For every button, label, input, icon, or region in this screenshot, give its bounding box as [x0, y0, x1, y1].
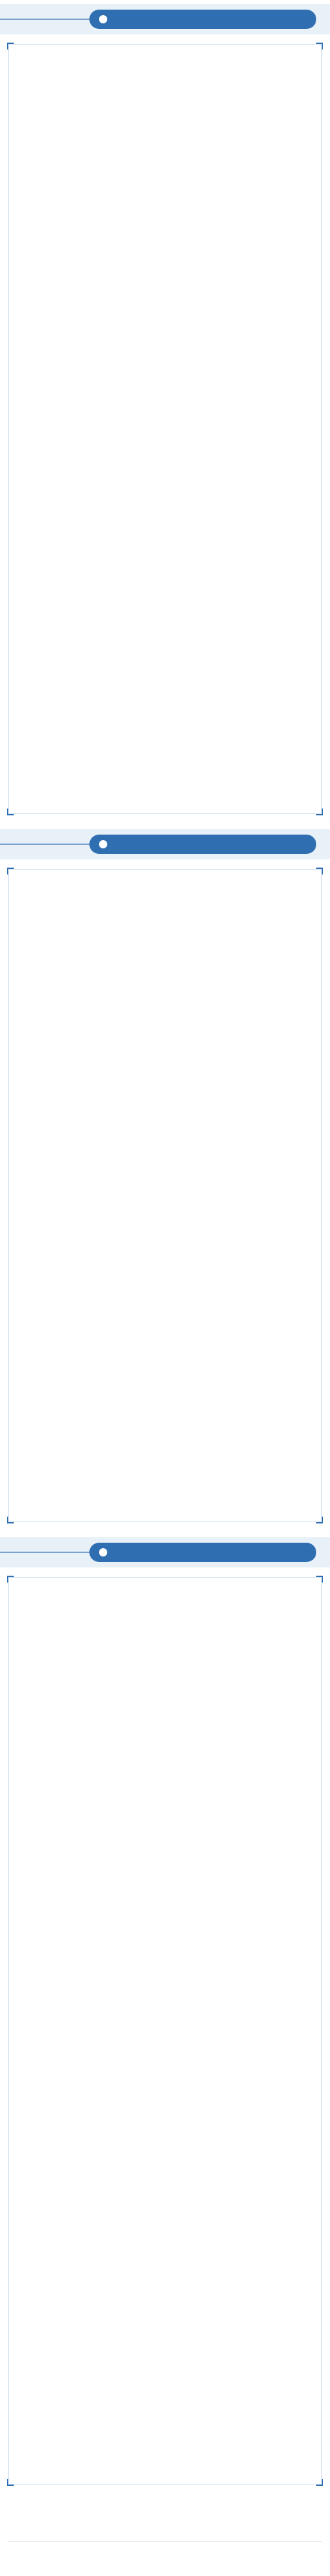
entry-line [19, 2220, 311, 2233]
entry-line [19, 1619, 311, 1632]
entry-line [19, 2093, 311, 2106]
entry-line [19, 197, 311, 210]
entry-line [19, 418, 311, 431]
divider [8, 2541, 322, 2542]
entry-line [19, 1053, 311, 1066]
entry-line [19, 402, 311, 415]
entry-line [19, 165, 311, 178]
entry-line [19, 1840, 311, 1853]
entry-line [19, 608, 311, 621]
entry-line [19, 276, 311, 289]
entry-line [19, 1825, 311, 1838]
entry-line [19, 2331, 311, 2344]
entry-line [19, 592, 311, 605]
entry-line [19, 1290, 311, 1303]
entry-line [19, 639, 311, 652]
entry-line [19, 2236, 311, 2249]
entry-line [19, 102, 311, 115]
entry-line [19, 371, 311, 384]
entry-line [19, 181, 311, 194]
entry-line [19, 974, 311, 987]
entry-line [19, 386, 311, 399]
entry-line [19, 1211, 311, 1224]
entry-line [19, 2172, 311, 2186]
entry-line [19, 1180, 311, 1193]
entry-line [19, 703, 311, 716]
section-banner-2 [0, 829, 330, 859]
entry-list [19, 54, 311, 718]
entry-line [19, 339, 311, 352]
section-panel-3 [8, 1577, 322, 2485]
entry-line [19, 1682, 311, 1695]
section-panel-1 [8, 44, 322, 814]
entry-line [19, 911, 311, 924]
entry-line [19, 1603, 311, 1616]
entry-line [19, 1983, 311, 1996]
entry-line [19, 1714, 311, 1727]
entry-line [19, 1793, 311, 1806]
entry-line [19, 529, 311, 542]
entry-line [19, 2157, 311, 2170]
entry-line [19, 1666, 311, 1680]
entry-line [19, 323, 311, 336]
entry-line [19, 943, 311, 956]
entry-line [19, 118, 311, 131]
entry-line [19, 2014, 311, 2027]
entry-line [19, 1919, 311, 1933]
entry-line [19, 1164, 311, 1177]
entry-line [19, 465, 311, 478]
entry-line [19, 895, 311, 908]
entry-line [19, 355, 311, 368]
entry-list [19, 879, 311, 1354]
entry-line [19, 1635, 311, 1648]
entry-line [19, 2030, 311, 2043]
entry-line [19, 1338, 311, 1351]
entry-line [19, 990, 311, 1003]
entry-line [19, 70, 311, 83]
section-banner-3 [0, 1537, 330, 1567]
entry-line [19, 2267, 311, 2280]
entry-line [19, 1999, 311, 2012]
entry-line [19, 1761, 311, 1774]
entry-line [19, 1227, 311, 1240]
entry-line [19, 2125, 311, 2138]
entry-line [19, 2252, 311, 2265]
entry-line [19, 1730, 311, 1743]
entry-line [19, 1777, 311, 1790]
entry-line [19, 1872, 311, 1885]
entry-line [19, 2078, 311, 2091]
entry-line [19, 1904, 311, 1917]
entry-line [19, 2109, 311, 2122]
entry-line [19, 212, 311, 225]
entry-line [19, 2299, 311, 2312]
entry-line [19, 1306, 311, 1319]
bullet-icon [99, 1548, 107, 1556]
entry-line [19, 2046, 311, 2059]
entry-line [19, 1587, 311, 1600]
section-panel-2 [8, 869, 322, 1522]
entry-line [19, 2283, 311, 2296]
entry-line [19, 1275, 311, 1288]
entry-line [19, 1022, 311, 1035]
entry-line [19, 927, 311, 940]
entry-line [19, 291, 311, 305]
entry-line [19, 624, 311, 637]
entry-line [19, 1259, 311, 1272]
entry-line [19, 2188, 311, 2201]
entry-line [19, 1951, 311, 1964]
entry-line [19, 2141, 311, 2154]
entry-list [19, 1587, 311, 2346]
entry-line [19, 1746, 311, 1759]
entry-line [19, 1856, 311, 1869]
bullet-icon [99, 15, 107, 23]
entry-line [19, 149, 311, 162]
entry-line [19, 307, 311, 320]
entry-line [19, 260, 311, 273]
entry-line [19, 1698, 311, 1711]
entry-line [19, 1243, 311, 1256]
entry-line [19, 1132, 311, 1145]
entry-line [19, 1196, 311, 1209]
entry-line [19, 513, 311, 526]
entry-line [19, 1006, 311, 1019]
entry-line [19, 879, 311, 892]
section-banner-1 [0, 4, 330, 34]
entry-line [19, 1322, 311, 1335]
entry-line [19, 576, 311, 589]
entry-line [19, 958, 311, 971]
entry-line [19, 1069, 311, 1082]
entry-line [19, 544, 311, 558]
entry-line [19, 1935, 311, 1948]
entry-line [19, 2204, 311, 2217]
entry-line [19, 687, 311, 700]
entry-line [19, 1888, 311, 1901]
entry-line [19, 86, 311, 99]
entry-line [19, 1116, 311, 1130]
entry-line [19, 560, 311, 573]
entry-line [19, 434, 311, 447]
entry-line [19, 1967, 311, 1980]
entry-line [19, 671, 311, 684]
entry-line [19, 1085, 311, 1098]
entry-line [19, 1651, 311, 1664]
entry-line [19, 1809, 311, 1822]
entry-line [19, 655, 311, 668]
entry-line [19, 244, 311, 257]
entry-line [19, 228, 311, 241]
entry-line [19, 450, 311, 463]
entry-line [19, 1101, 311, 1114]
entry-line [19, 54, 311, 67]
entry-line [19, 2062, 311, 2075]
entry-line [19, 1037, 311, 1050]
entry-line [19, 481, 311, 494]
entry-line [19, 1148, 311, 1161]
bullet-icon [99, 840, 107, 848]
entry-line [19, 2315, 311, 2328]
entry-line [19, 497, 311, 510]
entry-line [19, 133, 311, 146]
